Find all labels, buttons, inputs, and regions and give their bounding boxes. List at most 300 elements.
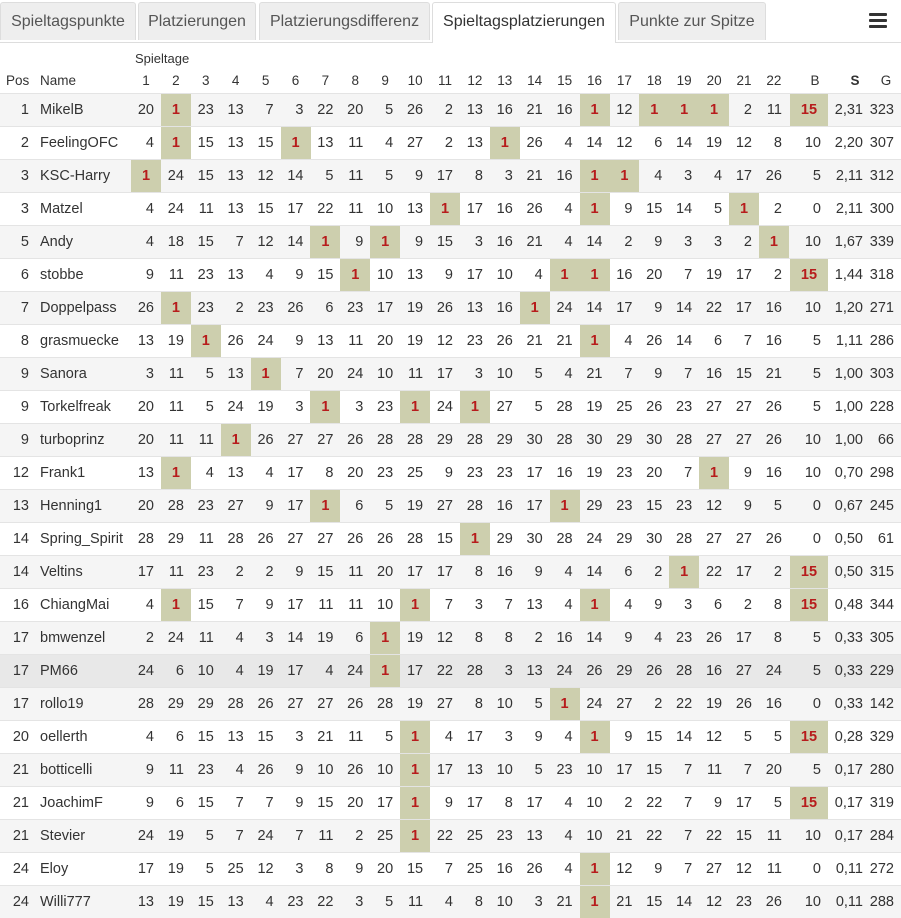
matchday-placement-cell: 26 [646, 399, 663, 415]
matchday-placement-cell: 4 [265, 465, 274, 481]
matchday-win-cell: 1 [251, 358, 281, 390]
matchday-placement-cell: 10 [317, 762, 334, 778]
bonus-cell: 0 [812, 531, 821, 547]
player-name-cell[interactable]: stobbe [40, 267, 84, 283]
matchday-placement-cell: 9 [654, 597, 663, 613]
header-matchday[interactable]: 15 [557, 73, 573, 88]
matchday-placement-cell: 23 [347, 300, 364, 316]
total-points-cell: 315 [869, 564, 894, 580]
table-row[interactable] [0, 489, 901, 522]
header-matchday[interactable]: 6 [291, 73, 300, 88]
total-points-cell: 318 [869, 267, 894, 283]
header-matchday[interactable]: 4 [231, 73, 240, 88]
matchday-placement-cell: 17 [616, 300, 633, 316]
matchday-placement-cell: 15 [436, 531, 453, 547]
matchday-placement-cell: 20 [377, 861, 394, 877]
matchday-placement-cell: 9 [654, 366, 663, 382]
matchday-placement-cell: 21 [317, 729, 334, 745]
tab-platzierungen[interactable]: Platzierungen [138, 2, 256, 40]
total-points-cell: 66 [877, 432, 894, 448]
matchday-placement-cell: 12 [735, 135, 752, 151]
spieltage-group-label: Spieltage [135, 51, 190, 66]
matchday-placement-cell: 19 [167, 333, 184, 349]
position-cell: 14 [12, 564, 29, 580]
table-row[interactable] [0, 522, 901, 555]
header-matchday[interactable]: 21 [736, 73, 752, 88]
matchday-placement-cell: 12 [705, 729, 723, 745]
player-name-cell[interactable]: FeelingOFC [40, 135, 119, 151]
matchday-placement-cell: 10 [496, 267, 513, 283]
player-name-cell[interactable]: turboprinz [40, 432, 105, 448]
bonus-cell: 10 [804, 828, 821, 844]
player-name-cell[interactable]: PM66 [40, 663, 78, 679]
matchday-placement-cell: 22 [705, 564, 723, 580]
matchday-placement-cell: 10 [496, 366, 513, 382]
player-name-cell[interactable]: Andy [40, 234, 74, 250]
matchday-placement-cell: 8 [474, 168, 483, 184]
matchday-placement-cell: 23 [676, 630, 693, 646]
matchday-placement-cell: 2 [654, 696, 663, 712]
header-matchday[interactable]: 17 [616, 73, 632, 88]
matchday-placement-cell: 16 [496, 300, 513, 316]
header-matchday[interactable]: 10 [407, 73, 423, 88]
position-cell: 24 [12, 894, 29, 910]
matchday-placement-cell: 19 [257, 399, 274, 415]
header-matchday[interactable]: 1 [142, 73, 150, 88]
matchday-placement-cell: 19 [167, 861, 184, 877]
matchday-placement-cell: 2 [654, 564, 663, 580]
matchday-win-cell: 1 [699, 457, 729, 489]
matchday-placement-cell: 20 [137, 498, 154, 514]
player-name-cell[interactable]: ChiangMai [40, 597, 110, 613]
matchday-placement-cell: 5 [205, 828, 214, 844]
matchday-placement-cell: 2 [534, 630, 543, 646]
matchday-placement-cell: 19 [705, 135, 723, 151]
matchday-placement-cell: 7 [684, 828, 693, 844]
matchday-placement-cell: 24 [257, 828, 274, 844]
matchday-placement-cell: 28 [466, 498, 483, 514]
table-row[interactable] [0, 720, 901, 753]
matchday-placement-cell: 16 [496, 102, 513, 118]
table-row[interactable] [0, 819, 901, 852]
average-cell: 0,33 [834, 696, 863, 712]
bonus-cell: 0 [812, 201, 821, 217]
matchday-placement-cell: 3 [355, 894, 364, 910]
player-name-cell[interactable]: Frank1 [40, 465, 86, 481]
matchday-placement-cell: 14 [586, 300, 603, 316]
tab-platzierungsdifferenz[interactable]: Platzierungsdifferenz [259, 2, 430, 40]
matchday-placement-cell: 13 [526, 663, 543, 679]
header-matchday[interactable]: 20 [706, 73, 722, 88]
table-row[interactable] [0, 687, 901, 720]
matchday-placement-cell: 4 [145, 201, 154, 217]
matchday-placement-cell: 6 [175, 729, 184, 745]
matchday-placement-cell: 16 [765, 696, 782, 712]
matchday-placement-cell: 10 [197, 663, 214, 679]
matchday-win-cell: 1 [580, 721, 610, 753]
tab-spieltagsplatzierungen[interactable]: Spieltagsplatzierungen [432, 2, 616, 43]
matchday-win-cell: 1 [729, 193, 759, 225]
matchday-placement-cell: 6 [175, 795, 184, 811]
matchday-placement-cell: 14 [676, 201, 693, 217]
matchday-placement-cell: 4 [235, 630, 244, 646]
matchday-placement-cell: 12 [436, 333, 453, 349]
matchday-placement-cell: 15 [197, 135, 214, 151]
player-name-cell[interactable]: rollo19 [40, 696, 84, 712]
matchday-placement-cell: 26 [765, 432, 782, 448]
matchday-placement-cell: 15 [257, 729, 274, 745]
header-matchday[interactable]: 18 [646, 73, 662, 88]
matchday-placement-cell: 11 [348, 201, 364, 217]
position-cell: 17 [12, 696, 29, 712]
matchday-placement-cell: 8 [773, 630, 782, 646]
matchday-placement-cell: 19 [406, 630, 424, 646]
matchday-placement-cell: 16 [496, 564, 513, 580]
matchday-placement-cell: 16 [496, 861, 513, 877]
matchday-placement-cell: 23 [197, 300, 214, 316]
average-cell: 0,11 [835, 894, 863, 910]
matchday-placement-cell: 17 [735, 168, 752, 184]
player-name-cell[interactable]: botticelli [40, 762, 93, 778]
total-points-cell: 344 [869, 597, 894, 613]
matchday-placement-cell: 17 [287, 663, 304, 679]
matchday-placement-cell: 20 [765, 762, 782, 778]
matchday-placement-cell: 27 [735, 663, 752, 679]
matchday-placement-cell: 28 [556, 531, 573, 547]
table-row[interactable] [0, 786, 901, 819]
matchday-placement-cell: 21 [526, 168, 543, 184]
matchday-placement-cell: 26 [257, 696, 274, 712]
matchday-win-cell: 1 [370, 655, 400, 687]
matchday-placement-cell: 10 [586, 795, 603, 811]
matchday-placement-cell: 20 [347, 102, 364, 118]
matchday-placement-cell: 12 [735, 861, 752, 877]
header-matchday[interactable]: 2 [172, 73, 180, 88]
matchday-placement-cell: 13 [137, 465, 154, 481]
total-points-cell: 319 [869, 795, 894, 811]
matchday-placement-cell: 26 [287, 300, 304, 316]
header-matchday[interactable]: 13 [497, 73, 513, 88]
bonus-cell: 0 [812, 498, 821, 514]
matchday-placement-cell: 20 [377, 333, 394, 349]
matchday-placement-cell: 7 [235, 828, 244, 844]
player-name-cell[interactable]: Eloy [40, 861, 69, 877]
player-name-cell[interactable]: Torkelfreak [40, 399, 111, 415]
bonus-cell: 15 [790, 589, 828, 621]
matchday-placement-cell: 11 [408, 894, 424, 910]
matchday-placement-cell: 23 [616, 498, 633, 514]
matchday-placement-cell: 28 [377, 696, 394, 712]
matchday-placement-cell: 23 [466, 465, 483, 481]
table-row[interactable] [0, 555, 901, 588]
matchday-placement-cell: 27 [735, 531, 752, 547]
header-matchday[interactable]: 22 [766, 73, 782, 88]
matchday-placement-cell: 7 [684, 861, 693, 877]
matchday-placement-cell: 17 [735, 795, 752, 811]
table-row[interactable] [0, 258, 901, 291]
matchday-placement-cell: 4 [325, 663, 334, 679]
table-row[interactable] [0, 357, 901, 390]
matchday-win-cell: 1 [161, 457, 191, 489]
tab-punkte-zur-spitze[interactable]: Punkte zur Spitze [618, 2, 766, 40]
matchday-placement-cell: 11 [348, 333, 364, 349]
matchday-placement-cell: 25 [406, 465, 424, 481]
table-row[interactable] [0, 324, 901, 357]
matchday-win-cell: 1 [490, 127, 520, 159]
table-row[interactable] [0, 192, 901, 225]
header-matchday[interactable]: 19 [676, 73, 692, 88]
matchday-placement-cell: 22 [317, 102, 334, 118]
matchday-placement-cell: 13 [227, 102, 244, 118]
tab-spieltagspunkte[interactable]: Spieltagspunkte [0, 2, 136, 40]
player-name-cell[interactable]: Matzel [40, 201, 83, 217]
table-row[interactable] [0, 753, 901, 786]
total-points-cell: 61 [877, 531, 894, 547]
bonus-cell: 5 [812, 168, 821, 184]
matchday-placement-cell: 17 [406, 663, 424, 679]
matchday-placement-cell: 27 [735, 399, 752, 415]
position-cell: 6 [20, 267, 29, 283]
matchday-placement-cell: 13 [317, 135, 334, 151]
matchday-placement-cell: 5 [534, 696, 543, 712]
table-row[interactable] [0, 291, 901, 324]
player-name-cell[interactable]: Spring_Spirit [40, 531, 124, 547]
header-g[interactable]: G [880, 73, 892, 88]
matchday-placement-cell: 6 [654, 135, 663, 151]
matchday-placement-cell: 8 [773, 135, 782, 151]
matchday-placement-cell: 9 [654, 300, 663, 316]
matchday-win-cell: 1 [161, 589, 191, 621]
matchday-placement-cell: 30 [526, 531, 543, 547]
player-name-cell[interactable]: bmwenzel [40, 630, 106, 646]
header-matchday[interactable]: 14 [527, 73, 543, 88]
matchday-placement-cell: 12 [257, 861, 274, 877]
matchday-placement-cell: 4 [654, 168, 663, 184]
header-pos[interactable]: Pos [6, 73, 30, 88]
matchday-placement-cell: 14 [586, 135, 603, 151]
matchday-placement-cell: 16 [765, 333, 782, 349]
player-name-cell[interactable]: oellerth [40, 729, 88, 745]
matchday-placement-cell: 11 [348, 135, 364, 151]
matchday-placement-cell: 26 [377, 531, 394, 547]
table-row[interactable] [0, 654, 901, 687]
matchday-placement-cell: 4 [205, 465, 214, 481]
matchday-placement-cell: 26 [436, 300, 453, 316]
matchday-placement-cell: 9 [624, 729, 633, 745]
matchday-placement-cell: 26 [765, 894, 782, 910]
header-matchday[interactable]: 3 [202, 73, 210, 88]
player-name-cell[interactable]: Henning1 [40, 498, 103, 514]
player-name-cell[interactable]: KSC-Harry [40, 168, 111, 184]
player-name-cell[interactable]: Stevier [40, 828, 86, 844]
average-cell: 0,33 [834, 630, 863, 646]
bonus-cell: 15 [790, 259, 828, 291]
matchday-placement-cell: 23 [257, 300, 274, 316]
matchday-placement-cell: 11 [348, 564, 364, 580]
matchday-win-cell: 1 [580, 160, 610, 192]
header-matchday[interactable]: 7 [321, 73, 330, 88]
matchday-win-cell: 1 [580, 325, 610, 357]
matchday-placement-cell: 26 [137, 300, 154, 316]
matchday-placement-cell: 17 [616, 762, 633, 778]
matchday-placement-cell: 27 [317, 432, 334, 448]
table-row[interactable] [0, 621, 901, 654]
matchday-placement-cell: 7 [684, 267, 693, 283]
matchday-placement-cell: 29 [496, 531, 513, 547]
matchday-placement-cell: 23 [556, 762, 573, 778]
player-name-cell[interactable]: Veltins [40, 564, 83, 580]
matchday-placement-cell: 14 [586, 630, 603, 646]
matchday-placement-cell: 7 [265, 102, 274, 118]
matchday-placement-cell: 8 [325, 465, 334, 481]
matchday-placement-cell: 8 [773, 597, 782, 613]
matchday-placement-cell: 28 [676, 432, 693, 448]
total-points-cell: 307 [869, 135, 894, 151]
matchday-placement-cell: 30 [526, 432, 543, 448]
average-cell: 0,11 [835, 861, 863, 877]
matchday-placement-cell: 26 [347, 531, 364, 547]
table-row[interactable] [0, 225, 901, 258]
matchday-placement-cell: 20 [137, 432, 154, 448]
matchday-placement-cell: 2 [743, 597, 752, 613]
matchday-placement-cell: 26 [765, 531, 782, 547]
matchday-placement-cell: 27 [287, 531, 304, 547]
matchday-placement-cell: 10 [496, 894, 513, 910]
matchday-placement-cell: 9 [145, 267, 154, 283]
matchday-placement-cell: 11 [198, 630, 214, 646]
total-points-cell: 228 [869, 399, 894, 415]
matchday-placement-cell: 5 [325, 168, 334, 184]
position-cell: 21 [12, 828, 29, 844]
matchday-placement-cell: 27 [705, 399, 723, 415]
matchday-placement-cell: 7 [295, 366, 304, 382]
matchday-placement-cell: 4 [145, 597, 154, 613]
table-row[interactable] [0, 93, 901, 126]
matchday-placement-cell: 11 [198, 531, 214, 547]
matchday-placement-cell: 11 [348, 597, 364, 613]
header-matchday[interactable]: 8 [351, 73, 360, 88]
matchday-placement-cell: 16 [616, 267, 633, 283]
matchday-placement-cell: 4 [265, 267, 274, 283]
matchday-placement-cell: 7 [504, 597, 513, 613]
bonus-cell: 15 [790, 787, 828, 819]
matchday-placement-cell: 11 [766, 861, 782, 877]
matchday-placement-cell: 2 [743, 234, 752, 250]
matchday-placement-cell: 23 [496, 465, 513, 481]
matchday-placement-cell: 11 [766, 102, 782, 118]
player-name-cell[interactable]: Doppelpass [40, 300, 117, 316]
matchday-placement-cell: 29 [197, 696, 214, 712]
header-matchday[interactable]: 5 [261, 73, 270, 88]
header-s[interactable]: S [850, 73, 860, 88]
matchday-placement-cell: 24 [765, 663, 782, 679]
matchday-placement-cell: 16 [765, 465, 782, 481]
matchday-placement-cell: 17 [436, 564, 453, 580]
table-row[interactable] [0, 885, 901, 918]
matchday-placement-cell: 7 [235, 234, 244, 250]
matchday-placement-cell: 21 [526, 333, 543, 349]
table-row[interactable] [0, 423, 901, 456]
matchday-placement-cell: 12 [705, 894, 723, 910]
average-cell: 2,11 [835, 168, 863, 184]
matchday-placement-cell: 3 [355, 399, 364, 415]
matchday-placement-cell: 9 [145, 795, 154, 811]
matchday-placement-cell: 10 [496, 762, 513, 778]
matchday-placement-cell: 13 [227, 135, 244, 151]
player-name-cell[interactable]: Willi777 [40, 894, 91, 910]
table-row[interactable] [0, 588, 901, 621]
bonus-cell: 5 [812, 663, 821, 679]
matchday-placement-cell: 4 [624, 333, 633, 349]
matchday-placement-cell: 7 [444, 861, 453, 877]
matchday-placement-cell: 20 [646, 465, 663, 481]
matchday-placement-cell: 5 [773, 795, 782, 811]
matchday-placement-cell: 17 [436, 168, 453, 184]
matchday-win-cell: 1 [161, 94, 191, 126]
average-cell: 0,17 [834, 762, 863, 778]
header-matchday[interactable]: 12 [467, 73, 483, 88]
header-name[interactable]: Name [40, 73, 77, 88]
total-points-cell: 229 [869, 663, 894, 679]
matchday-placement-cell: 23 [466, 333, 483, 349]
matchday-placement-cell: 26 [526, 201, 543, 217]
header-matchday[interactable]: 9 [381, 73, 389, 88]
matchday-placement-cell: 9 [444, 465, 453, 481]
table-row[interactable] [0, 852, 901, 885]
matchday-placement-cell: 14 [676, 300, 693, 316]
matchday-placement-cell: 8 [474, 564, 483, 580]
matchday-placement-cell: 13 [526, 828, 543, 844]
matchday-placement-cell: 16 [705, 663, 723, 679]
matchday-placement-cell: 22 [646, 828, 663, 844]
position-cell: 5 [20, 234, 29, 250]
player-name-cell[interactable]: Sanora [40, 366, 87, 382]
average-cell: 2,31 [834, 102, 863, 118]
matchday-placement-cell: 9 [415, 168, 424, 184]
player-name-cell[interactable]: grasmuecke [40, 333, 119, 349]
matchday-placement-cell: 23 [197, 498, 214, 514]
player-name-cell[interactable]: MikelB [40, 102, 84, 118]
header-matchday[interactable]: 16 [586, 73, 603, 88]
header-b[interactable]: B [810, 73, 820, 88]
hamburger-menu-icon[interactable] [869, 13, 887, 29]
table-row[interactable] [0, 159, 901, 192]
matchday-placement-cell: 19 [586, 465, 603, 481]
matchday-placement-cell: 12 [616, 102, 633, 118]
matchday-win-cell: 1 [370, 622, 400, 654]
player-name-cell[interactable]: JoachimF [40, 795, 103, 811]
table-row[interactable] [0, 126, 901, 159]
position-cell: 1 [20, 102, 29, 118]
matchday-placement-cell: 14 [287, 234, 304, 250]
matchday-placement-cell: 9 [624, 630, 633, 646]
matchday-placement-cell: 4 [564, 234, 573, 250]
matchday-placement-cell: 2 [265, 564, 274, 580]
matchday-placement-cell: 15 [317, 267, 334, 283]
matchday-placement-cell: 19 [317, 630, 334, 646]
header-matchday[interactable]: 11 [437, 73, 452, 88]
matchday-placement-cell: 15 [735, 828, 752, 844]
matchday-placement-cell: 26 [586, 663, 603, 679]
table-row[interactable] [0, 456, 901, 489]
total-points-cell: 323 [869, 102, 894, 118]
matchday-placement-cell: 28 [406, 531, 424, 547]
matchday-placement-cell: 4 [564, 828, 573, 844]
total-points-cell: 272 [869, 861, 894, 877]
matchday-placement-cell: 17 [735, 267, 752, 283]
table-row[interactable] [0, 390, 901, 423]
matchday-placement-cell: 15 [317, 564, 334, 580]
